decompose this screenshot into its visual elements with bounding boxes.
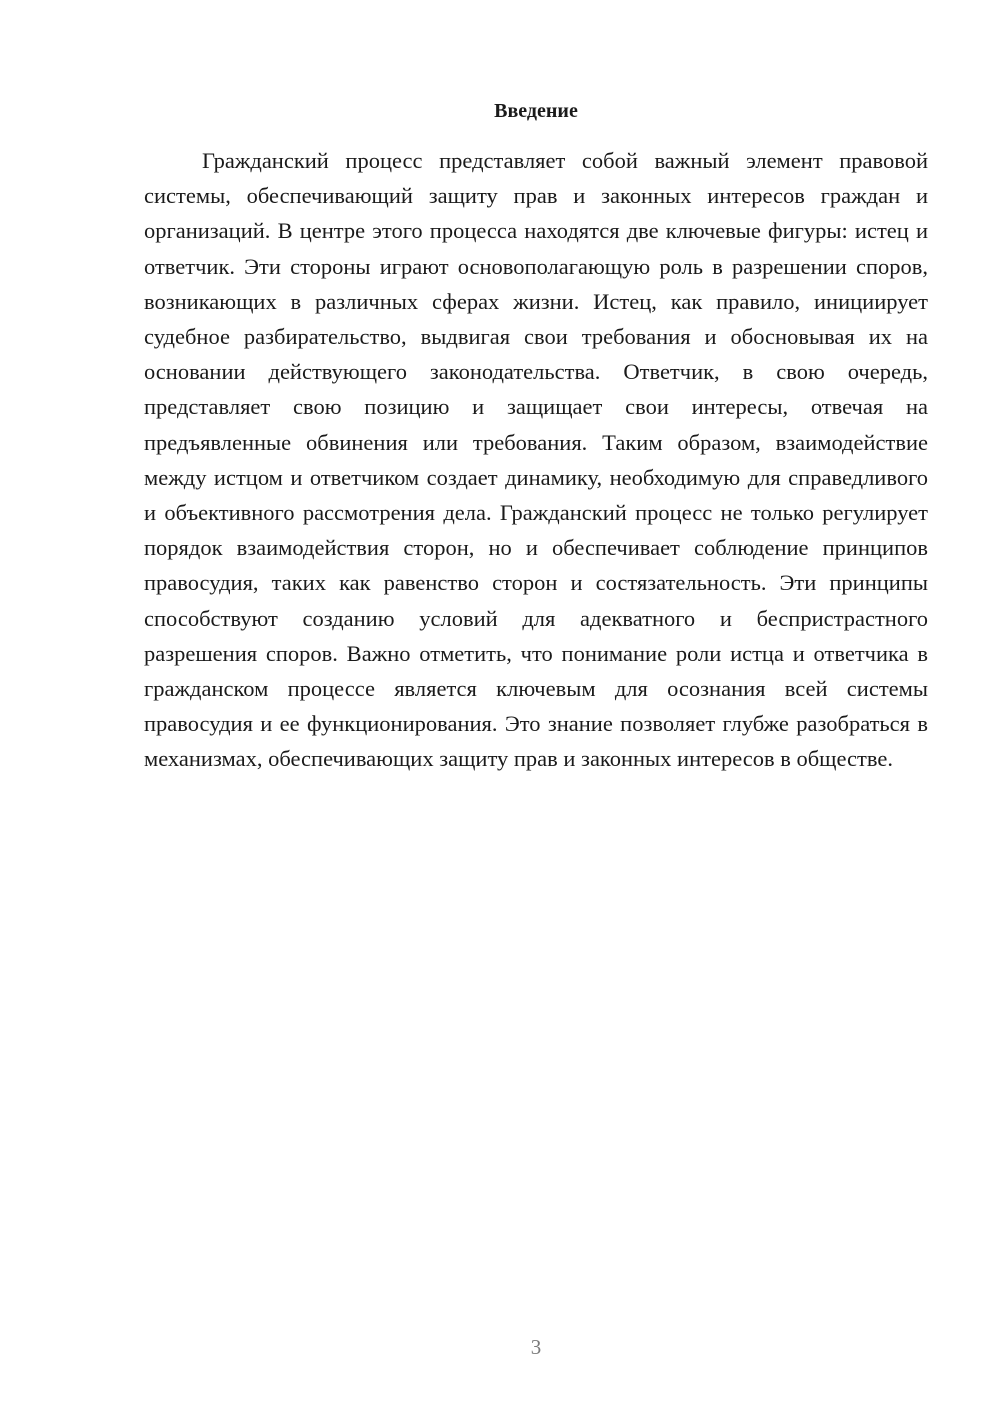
body-paragraph: Гражданский процесс представляет собой важный элемент правовой системы, обеспечивающий защиту прав и законных интересов граждан и организаций. В центре этого процесса находятся две ключевые фигуры: истец и ответчик. Эти стороны играют основополагающую роль в разрешении споров, возникающих в различных сферах жизни. Истец, как правило, инициирует судебное разбирательство, выдвигая свои требования и обосновывая их на основании действующего законодательства. Ответчик, в свою очередь, представляет свою позицию и защищает свои интересы, отвечая на предъявленные обвинения или требования. Таким образом, взаимодействие между истцом и ответчиком создает динамику, необходимую для справедливого и объективного рассмотрения дела. Гражданский процесс не только регулирует порядок взаимодействия сторон, но и обеспечивает соблюдение принципов правосудия, таких как равенство сторон и состязательность. Эти принципы способствуют созданию условий для адекватного и беспристрастного разрешения споров. Важно отметить, что понимание роли истца и ответчика в гражданском процессе является ключевым для осознания всей системы правосудия и ее функционирования. Это знание позволяет глубже разобраться в механизмах, обеспечивающих защиту прав и законных интересов в обществе.	[144, 148, 928, 772]
page-number: 3	[530, 1335, 542, 1359]
section-heading: Введение	[494, 100, 578, 122]
